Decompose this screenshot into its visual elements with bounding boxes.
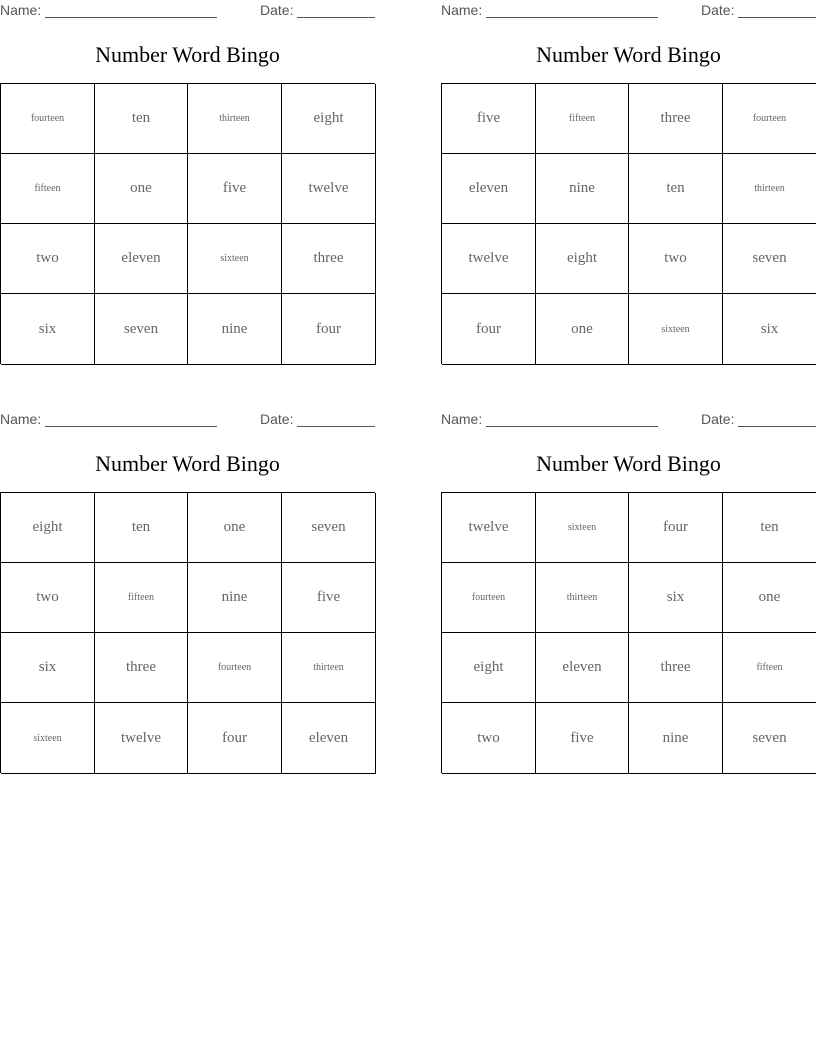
bingo-cell: two	[442, 703, 536, 774]
bingo-cell: seven	[723, 703, 816, 774]
card-header	[0, 411, 375, 429]
date-label: Date:	[260, 411, 294, 427]
card-header	[441, 2, 816, 20]
name-field-line	[486, 426, 658, 427]
bingo-cell: thirteen	[282, 633, 376, 703]
name-field-line	[486, 17, 658, 18]
bingo-cell: thirteen	[723, 154, 816, 224]
name-label: Name:	[0, 2, 42, 18]
bingo-cell: one	[188, 493, 282, 563]
bingo-cell: twelve	[442, 224, 536, 294]
bingo-cell: fifteen	[536, 84, 629, 154]
bingo-grid	[441, 492, 816, 773]
name-field-line	[45, 17, 217, 18]
bingo-cell: five	[536, 703, 629, 774]
date-label: Date:	[260, 2, 294, 18]
bingo-cell: six	[1, 294, 95, 365]
card-title: Number Word Bingo	[536, 451, 721, 476]
name-field-line	[45, 426, 217, 427]
bingo-cell: eleven	[282, 703, 376, 774]
date-field-line	[738, 17, 816, 18]
bingo-cell: fifteen	[95, 563, 188, 633]
bingo-cell: seven	[282, 493, 376, 563]
bingo-cell: three	[629, 84, 723, 154]
date-field-line	[297, 17, 375, 18]
bingo-cell: nine	[629, 703, 723, 774]
bingo-cell: ten	[95, 84, 188, 154]
bingo-cell: five	[442, 84, 536, 154]
card-header	[441, 411, 816, 429]
bingo-cell: eight	[442, 633, 536, 703]
bingo-cell: four	[629, 493, 723, 563]
bingo-cell: four	[442, 294, 536, 365]
bingo-cell: fourteen	[1, 84, 95, 154]
bingo-cell: five	[282, 563, 376, 633]
bingo-cell: twelve	[95, 703, 188, 774]
bingo-cell: sixteen	[629, 294, 723, 365]
bingo-cell: sixteen	[536, 493, 629, 563]
card-title: Number Word Bingo	[95, 42, 280, 67]
bingo-cell: eight	[1, 493, 95, 563]
card-title: Number Word Bingo	[536, 42, 721, 67]
date-label: Date:	[701, 2, 735, 18]
bingo-cell: one	[723, 563, 816, 633]
bingo-cell: fourteen	[442, 563, 536, 633]
bingo-grid	[0, 83, 375, 364]
bingo-cell: one	[536, 294, 629, 365]
bingo-cell: sixteen	[188, 224, 282, 294]
card-header	[0, 2, 375, 20]
bingo-cell: eight	[282, 84, 376, 154]
bingo-cell: two	[1, 224, 95, 294]
bingo-cell: two	[1, 563, 95, 633]
bingo-card	[0, 409, 375, 773]
bingo-cell: nine	[536, 154, 629, 224]
bingo-grid	[441, 83, 816, 364]
bingo-cell: eleven	[442, 154, 536, 224]
bingo-cell: two	[629, 224, 723, 294]
bingo-cell: thirteen	[188, 84, 282, 154]
date-label: Date:	[701, 411, 735, 427]
bingo-cell: eleven	[536, 633, 629, 703]
bingo-card	[441, 0, 816, 364]
bingo-cell: six	[1, 633, 95, 703]
bingo-cell: seven	[723, 224, 816, 294]
bingo-card	[441, 409, 816, 773]
bingo-cell: fourteen	[723, 84, 816, 154]
bingo-cell: three	[629, 633, 723, 703]
name-label: Name:	[0, 411, 42, 427]
bingo-cell: six	[629, 563, 723, 633]
bingo-cell: nine	[188, 563, 282, 633]
bingo-cell: sixteen	[1, 703, 95, 774]
card-title: Number Word Bingo	[95, 451, 280, 476]
bingo-cell: four	[188, 703, 282, 774]
bingo-card	[0, 0, 375, 364]
bingo-cell: twelve	[282, 154, 376, 224]
name-label: Name:	[441, 2, 483, 18]
bingo-cell: three	[95, 633, 188, 703]
bingo-cell: twelve	[442, 493, 536, 563]
date-field-line	[738, 426, 816, 427]
bingo-cell: nine	[188, 294, 282, 365]
bingo-grid	[0, 492, 375, 773]
bingo-cell: seven	[95, 294, 188, 365]
bingo-cell: ten	[95, 493, 188, 563]
date-field-line	[297, 426, 375, 427]
bingo-cell: eleven	[95, 224, 188, 294]
bingo-cell: fifteen	[723, 633, 816, 703]
bingo-cell: six	[723, 294, 816, 365]
bingo-cell: five	[188, 154, 282, 224]
bingo-cell: ten	[629, 154, 723, 224]
bingo-cell: eight	[536, 224, 629, 294]
name-label: Name:	[441, 411, 483, 427]
bingo-cell: three	[282, 224, 376, 294]
bingo-cell: four	[282, 294, 376, 365]
bingo-cell: one	[95, 154, 188, 224]
bingo-cell: fourteen	[188, 633, 282, 703]
bingo-cell: fifteen	[1, 154, 95, 224]
bingo-cell: thirteen	[536, 563, 629, 633]
bingo-cell: ten	[723, 493, 816, 563]
